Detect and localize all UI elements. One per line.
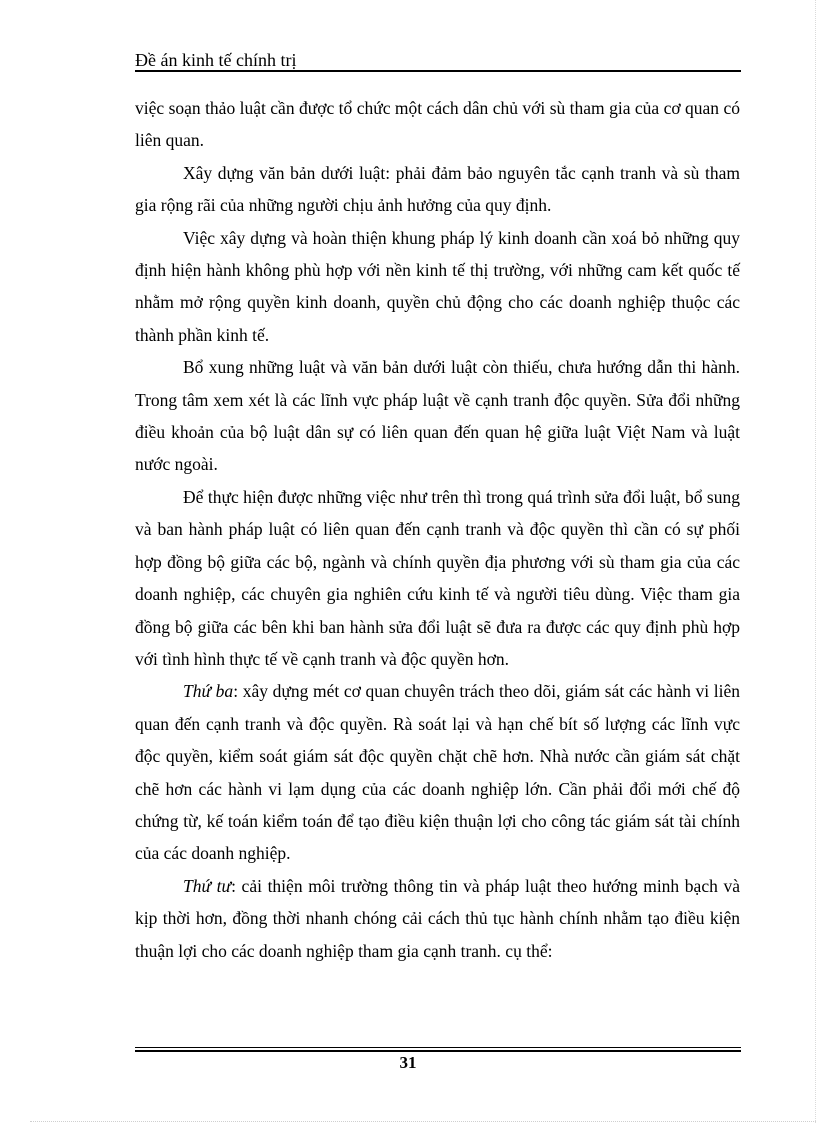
- paragraph: [135, 92, 740, 157]
- paragraph: [135, 870, 740, 967]
- paragraph-lead: Thứ ba: [183, 681, 234, 702]
- body-text: [135, 92, 740, 967]
- paragraph: [135, 222, 740, 352]
- paragraph-text: Bổ xung những luật và văn bản dưới luật còn thiếu, chưa hướng dẫn thi hành. Trong tâm xem xét là các lĩnh vực pháp luật về cạnh tranh độc quyền. Sửa đổi những điều khoản của bộ luật dân sự có liên quan đến quan hệ giữa luật Việt Nam và luật nước ngoài.: [135, 357, 740, 475]
- page-number: 31: [399, 1053, 417, 1072]
- paragraph: [135, 675, 740, 869]
- paragraph: [135, 157, 740, 222]
- paragraph-text: Xây dựng văn bản dưới luật: phải đảm bảo nguyên tắc cạnh tranh và sù tham gia rộng rãi của những người chịu ảnh hưởng của quy định.: [135, 162, 740, 216]
- footer-rule-top: [135, 1047, 741, 1048]
- paragraph-text: : xây dựng mét cơ quan chuyên trách theo dõi, giám sát các hành vi liên quan đến cạnh tranh và độc quyền. Rà soát lại và hạn chế bít số lượng các lĩnh vực độc quyền, kiểm soát giám sát độc quyền chặt chẽ hơn. Nhà nước cần giám sát chặt chẽ hơn các hành vi lạm dụng của các doanh nghiệp lớn. Cần phải đổi mới chế độ chứng từ, kế toán kiểm toán để tạo điều kiện thuận lợi cho công tác giám sát tài chính của các doanh nghiệp.: [135, 681, 741, 864]
- paragraph-text: Việc xây dựng và hoàn thiện khung pháp lý kinh doanh cần xoá bỏ những quy định hiện hành không phù hợp với nền kinh tế thị trường, với những cam kết quốc tế nhằm mở rộng quyền kinh doanh, quyền chủ động cho các doanh nghiệp thuộc các thành phần kinh tế.: [135, 227, 740, 345]
- page-edge-bottom: [30, 1121, 816, 1122]
- header-title: Đề án kinh tế chính trị: [135, 50, 297, 70]
- header-rule: [135, 70, 741, 72]
- paragraph-text: việc soạn thảo luật cần được tổ chức một cách dân chủ với sù tham gia của cơ quan có liên quan.: [135, 98, 740, 151]
- paragraph: [135, 351, 740, 481]
- paragraph-text: Để thực hiện được những việc như trên thì trong quá trình sửa đổi luật, bổ sung và ban hành pháp luật có liên quan đến cạnh tranh và độc quyền thì cần có sự phối hợp đồng bộ giữa các bộ, ngành và chính quyền địa phương với sù tham gia của các doanh nghiệp, các chuyên gia nghiên cứu kinh tế và người tiêu dùng. Việc tham gia đồng bộ giữa các bên khi ban hành sửa đổi luật sẽ đưa ra được các quy định phù hợp với tình hình thực tế về cạnh tranh và độc quyền hơn.: [135, 486, 740, 669]
- paragraph: [135, 481, 740, 675]
- paragraph-text: : cải thiện môi trường thông tin và pháp luật theo hướng minh bạch và kịp thời hơn, đồng thời nhanh chóng cải cách thủ tục hành chính nhằm tạo điều kiện thuận lợi cho các doanh nghiệp tham gia cạnh tranh. cụ thể:: [135, 875, 740, 961]
- paragraph-lead: Thứ tư: [183, 875, 232, 896]
- footer-rule-bottom: [135, 1050, 741, 1052]
